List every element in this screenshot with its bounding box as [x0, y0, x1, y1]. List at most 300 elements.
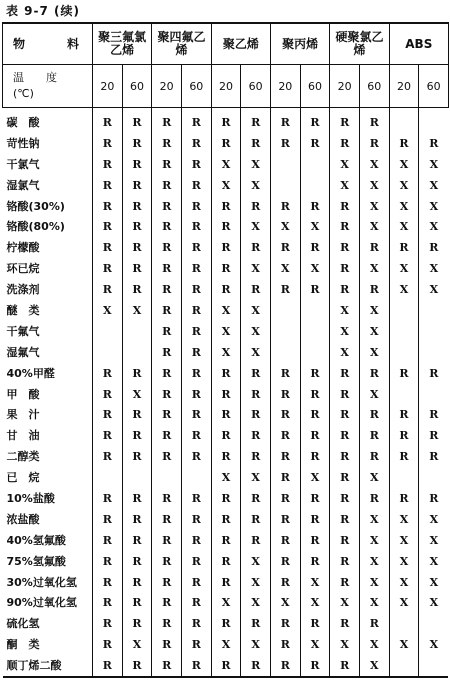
resistance-cell: R — [211, 530, 241, 551]
resistance-cell: R — [181, 551, 211, 572]
material-name: 湿氟气 — [6, 345, 40, 359]
resistance-cell — [270, 175, 300, 196]
resistance-cell — [122, 467, 152, 488]
resistance-cell: X — [270, 216, 300, 237]
table-caption: 表 9-7 (续) — [6, 4, 81, 18]
resistance-cell — [389, 655, 419, 677]
resistance-cell: R — [152, 634, 182, 655]
resistance-cell — [300, 321, 330, 342]
resistance-cell: X — [419, 175, 449, 196]
resistance-cell: R — [122, 279, 152, 300]
resistance-cell: X — [241, 154, 271, 175]
resistance-cell: X — [389, 530, 419, 551]
resistance-cell: X — [419, 509, 449, 530]
resistance-cell: R — [330, 279, 360, 300]
resistance-cell — [93, 467, 123, 488]
table-row — [3, 133, 449, 154]
resistance-cell: X — [300, 467, 330, 488]
resistance-cell: R — [389, 425, 419, 446]
resistance-cell: R — [419, 446, 449, 467]
resistance-cell: R — [211, 279, 241, 300]
resistance-cell: R — [93, 216, 123, 237]
resistance-cell: R — [152, 196, 182, 217]
resistance-cell: R — [241, 279, 271, 300]
resistance-cell: R — [152, 592, 182, 613]
resistance-cell: R — [270, 446, 300, 467]
resistance-cell: R — [300, 488, 330, 509]
resistance-cell: R — [152, 133, 182, 154]
resistance-cell: R — [300, 446, 330, 467]
material-name: 顺丁烯二酸 — [6, 659, 62, 673]
resistance-cell: R — [211, 509, 241, 530]
resistance-cell: R — [270, 384, 300, 405]
resistance-cell: R — [270, 530, 300, 551]
resistance-cell: R — [241, 133, 271, 154]
resistance-cell: X — [211, 154, 241, 175]
resistance-cell: R — [181, 655, 211, 677]
resistance-cell — [389, 384, 419, 405]
resistance-cell: R — [270, 613, 300, 634]
resistance-cell: R — [181, 258, 211, 279]
resistance-cell: R — [152, 279, 182, 300]
table-row — [3, 551, 449, 572]
resistance-cell: X — [300, 216, 330, 237]
resistance-cell: R — [181, 279, 211, 300]
resistance-cell: R — [359, 488, 389, 509]
material-name: 40%氢氟酸 — [6, 533, 66, 547]
material-name: 二醇类 — [6, 450, 40, 464]
table-row — [3, 572, 449, 593]
resistance-cell: R — [181, 216, 211, 237]
resistance-cell — [300, 154, 330, 175]
material-name: 碳 酸 — [6, 115, 40, 129]
resistance-cell: R — [211, 363, 241, 384]
resistance-cell: R — [93, 404, 123, 425]
resistance-cell: R — [181, 175, 211, 196]
resistance-cell: R — [181, 592, 211, 613]
resistance-cell: R — [419, 488, 449, 509]
resistance-cell: R — [152, 509, 182, 530]
resistance-cell: X — [241, 467, 271, 488]
resistance-cell: X — [300, 572, 330, 593]
material-name: 干氟气 — [6, 324, 40, 338]
resistance-cell: R — [93, 592, 123, 613]
resistance-cell: R — [270, 237, 300, 258]
resistance-cell: R — [181, 133, 211, 154]
resistance-cell: X — [359, 467, 389, 488]
resistance-cell: X — [241, 342, 271, 363]
resistance-cell: X — [419, 258, 449, 279]
resistance-cell: X — [122, 384, 152, 405]
resistance-cell: X — [389, 196, 419, 217]
resistance-cell: R — [270, 133, 300, 154]
resistance-cell: X — [211, 300, 241, 321]
resistance-cell: X — [359, 342, 389, 363]
temperature-cell: 20 — [211, 65, 241, 108]
resistance-cell: R — [241, 196, 271, 217]
group-header-pe: 聚乙烯 — [211, 23, 270, 65]
resistance-cell: R — [93, 446, 123, 467]
resistance-cell: X — [419, 592, 449, 613]
resistance-cell — [419, 467, 449, 488]
table-row — [3, 655, 449, 677]
resistance-cell: R — [300, 530, 330, 551]
table-row — [3, 613, 449, 634]
resistance-cell: R — [330, 133, 360, 154]
material-name: 湿氯气 — [6, 178, 40, 192]
resistance-cell: R — [330, 384, 360, 405]
resistance-cell: R — [211, 446, 241, 467]
resistance-cell: X — [389, 634, 419, 655]
resistance-cell: R — [300, 133, 330, 154]
resistance-cell: R — [359, 425, 389, 446]
resistance-cell: R — [93, 384, 123, 405]
resistance-cell: R — [211, 655, 241, 677]
resistance-cell — [389, 613, 419, 634]
resistance-cell: X — [330, 321, 360, 342]
resistance-cell: R — [181, 488, 211, 509]
resistance-cell: R — [93, 509, 123, 530]
resistance-cell: R — [389, 133, 419, 154]
resistance-cell: R — [419, 404, 449, 425]
temperature-cell: 20 — [389, 65, 419, 108]
resistance-cell: R — [300, 384, 330, 405]
temperature-cell: 60 — [300, 65, 330, 108]
resistance-cell: X — [241, 634, 271, 655]
resistance-cell: X — [241, 572, 271, 593]
resistance-cell: R — [93, 634, 123, 655]
resistance-cell: R — [181, 446, 211, 467]
resistance-cell: R — [241, 384, 271, 405]
resistance-cell: X — [389, 175, 419, 196]
resistance-cell: R — [152, 237, 182, 258]
resistance-cell: R — [330, 446, 360, 467]
table-row — [3, 634, 449, 655]
resistance-cell: R — [270, 634, 300, 655]
resistance-cell: X — [330, 300, 360, 321]
resistance-cell: X — [419, 634, 449, 655]
resistance-cell: R — [93, 154, 123, 175]
resistance-cell: R — [181, 425, 211, 446]
resistance-cell: R — [330, 655, 360, 677]
resistance-cell: R — [93, 108, 123, 133]
resistance-cell — [300, 300, 330, 321]
table-row — [3, 175, 449, 196]
resistance-cell: R — [330, 551, 360, 572]
temperature-cell: 20 — [330, 65, 360, 108]
resistance-cell: R — [241, 446, 271, 467]
resistance-cell: X — [359, 509, 389, 530]
resistance-cell: R — [181, 154, 211, 175]
material-name: 干氯气 — [6, 157, 40, 171]
resistance-cell: R — [93, 551, 123, 572]
resistance-cell: R — [330, 404, 360, 425]
temperature-header: 温 度 (℃) — [3, 65, 93, 108]
resistance-cell: R — [211, 404, 241, 425]
resistance-cell: R — [389, 446, 419, 467]
resistance-cell: X — [122, 634, 152, 655]
table-row — [3, 404, 449, 425]
material-name: 30%过氧化氢 — [6, 575, 77, 589]
resistance-cell — [419, 321, 449, 342]
resistance-cell: R — [211, 572, 241, 593]
material-name: 酮 类 — [6, 638, 40, 652]
resistance-cell: R — [270, 572, 300, 593]
resistance-cell: R — [330, 196, 360, 217]
material-name: 醚 类 — [6, 303, 40, 317]
table-row — [3, 342, 449, 363]
resistance-cell: R — [300, 237, 330, 258]
resistance-cell: R — [241, 108, 271, 133]
material-name: 柠檬酸 — [6, 241, 40, 255]
resistance-cell: R — [152, 342, 182, 363]
resistance-cell: R — [152, 530, 182, 551]
resistance-cell: X — [211, 342, 241, 363]
resistance-cell: R — [122, 237, 152, 258]
resistance-cell: R — [152, 175, 182, 196]
resistance-cell: X — [359, 175, 389, 196]
resistance-cell: R — [359, 446, 389, 467]
resistance-cell: X — [389, 279, 419, 300]
resistance-cell: R — [270, 196, 300, 217]
table-row — [3, 509, 449, 530]
resistance-cell: X — [389, 216, 419, 237]
resistance-cell: R — [211, 384, 241, 405]
group-header-ptfe: 聚四氟乙 烯 — [152, 23, 211, 65]
resistance-cell: R — [122, 216, 152, 237]
resistance-cell — [93, 321, 123, 342]
table-row — [3, 363, 449, 384]
resistance-cell: R — [300, 613, 330, 634]
resistance-cell: R — [241, 404, 271, 425]
group-header-upvc: 硬聚氯乙 烯 — [330, 23, 389, 65]
table-row — [3, 258, 449, 279]
resistance-cell: R — [241, 363, 271, 384]
resistance-cell: R — [122, 175, 152, 196]
temperature-cell: 20 — [270, 65, 300, 108]
resistance-cell — [389, 321, 419, 342]
chemical-resistance-table — [2, 22, 449, 678]
material-name: 硫化氢 — [6, 617, 40, 631]
resistance-cell: R — [389, 237, 419, 258]
resistance-cell: R — [181, 342, 211, 363]
resistance-cell: X — [359, 321, 389, 342]
resistance-cell: R — [359, 237, 389, 258]
resistance-cell: R — [181, 634, 211, 655]
resistance-cell: R — [152, 108, 182, 133]
resistance-cell: R — [330, 488, 360, 509]
resistance-cell: R — [241, 655, 271, 677]
resistance-cell: X — [419, 279, 449, 300]
resistance-cell: R — [330, 613, 360, 634]
resistance-cell: X — [359, 634, 389, 655]
resistance-cell: R — [241, 425, 271, 446]
resistance-cell: R — [389, 363, 419, 384]
temperature-cell: 20 — [93, 65, 123, 108]
resistance-cell: X — [270, 258, 300, 279]
resistance-cell: R — [330, 425, 360, 446]
resistance-cell — [419, 108, 449, 133]
resistance-cell: R — [330, 509, 360, 530]
material-name: 10%盐酸 — [6, 491, 55, 505]
resistance-cell: R — [241, 488, 271, 509]
resistance-cell: R — [152, 300, 182, 321]
resistance-cell: X — [419, 154, 449, 175]
resistance-cell: R — [93, 258, 123, 279]
resistance-cell: X — [359, 530, 389, 551]
material-name: 铬酸(80%) — [6, 220, 65, 234]
resistance-cell: X — [122, 300, 152, 321]
table-row — [3, 467, 449, 488]
temperature-cell: 60 — [181, 65, 211, 108]
resistance-cell: R — [270, 108, 300, 133]
resistance-cell: R — [93, 425, 123, 446]
resistance-cell: X — [389, 592, 419, 613]
table-row — [3, 530, 449, 551]
table-row — [3, 321, 449, 342]
resistance-cell: R — [241, 237, 271, 258]
material-header: 物 料 — [3, 23, 93, 65]
resistance-cell: R — [122, 551, 152, 572]
resistance-cell: R — [270, 279, 300, 300]
resistance-cell: R — [211, 258, 241, 279]
resistance-cell: R — [122, 446, 152, 467]
table-row — [3, 154, 449, 175]
material-name: 环已烷 — [6, 262, 40, 276]
resistance-cell: R — [359, 108, 389, 133]
resistance-cell: R — [300, 551, 330, 572]
resistance-cell: R — [330, 572, 360, 593]
resistance-cell: X — [330, 592, 360, 613]
resistance-cell: R — [211, 237, 241, 258]
resistance-cell: X — [359, 551, 389, 572]
resistance-cell: R — [93, 530, 123, 551]
resistance-cell: R — [181, 237, 211, 258]
resistance-cell: R — [152, 258, 182, 279]
resistance-cell: X — [241, 175, 271, 196]
resistance-cell: X — [270, 592, 300, 613]
resistance-cell — [270, 300, 300, 321]
resistance-cell: R — [359, 613, 389, 634]
resistance-cell: X — [330, 154, 360, 175]
resistance-cell: X — [359, 572, 389, 593]
resistance-cell: R — [419, 363, 449, 384]
resistance-cell: R — [152, 488, 182, 509]
resistance-cell: X — [211, 321, 241, 342]
resistance-cell: R — [270, 467, 300, 488]
resistance-cell: X — [241, 258, 271, 279]
resistance-cell: R — [270, 404, 300, 425]
resistance-cell: X — [211, 175, 241, 196]
resistance-cell: R — [93, 488, 123, 509]
resistance-cell: X — [241, 592, 271, 613]
resistance-cell: X — [419, 216, 449, 237]
resistance-cell: X — [241, 300, 271, 321]
resistance-cell: R — [122, 425, 152, 446]
resistance-cell: X — [241, 321, 271, 342]
resistance-cell: R — [270, 655, 300, 677]
temperature-cell: 60 — [122, 65, 152, 108]
resistance-cell: R — [270, 425, 300, 446]
resistance-cell: R — [300, 509, 330, 530]
resistance-cell: R — [330, 530, 360, 551]
resistance-cell: R — [270, 509, 300, 530]
material-name: 铬酸(30%) — [6, 199, 65, 213]
resistance-cell: X — [419, 572, 449, 593]
resistance-cell: R — [270, 363, 300, 384]
resistance-cell: R — [241, 509, 271, 530]
resistance-cell: R — [152, 154, 182, 175]
resistance-cell: R — [122, 655, 152, 677]
resistance-cell: R — [122, 196, 152, 217]
temperature-cell: 60 — [419, 65, 449, 108]
material-name: 已 烷 — [6, 471, 40, 485]
temperature-cell: 20 — [152, 65, 182, 108]
resistance-cell — [419, 300, 449, 321]
resistance-cell: R — [300, 279, 330, 300]
resistance-cell: R — [359, 363, 389, 384]
resistance-cell: R — [300, 196, 330, 217]
resistance-cell: R — [181, 613, 211, 634]
resistance-cell: R — [152, 572, 182, 593]
table-row — [3, 196, 449, 217]
resistance-cell: R — [93, 237, 123, 258]
temperature-cell: 60 — [241, 65, 271, 108]
resistance-cell: R — [330, 108, 360, 133]
resistance-cell: X — [93, 300, 123, 321]
resistance-cell — [389, 108, 419, 133]
resistance-cell: R — [300, 108, 330, 133]
resistance-cell: R — [122, 258, 152, 279]
resistance-cell — [93, 342, 123, 363]
resistance-cell: R — [181, 363, 211, 384]
resistance-cell: R — [359, 279, 389, 300]
resistance-cell: R — [93, 175, 123, 196]
resistance-cell: R — [330, 258, 360, 279]
resistance-cell: R — [93, 363, 123, 384]
material-name: 洗涤剂 — [6, 283, 40, 297]
group-header-pp: 聚丙烯 — [270, 23, 329, 65]
material-name: 果 汁 — [6, 408, 40, 422]
resistance-cell: R — [300, 363, 330, 384]
resistance-cell — [389, 342, 419, 363]
resistance-cell: X — [359, 196, 389, 217]
resistance-cell: X — [359, 216, 389, 237]
resistance-cell: X — [300, 258, 330, 279]
resistance-cell: R — [330, 216, 360, 237]
resistance-cell: R — [330, 467, 360, 488]
material-name: 苛性钠 — [6, 136, 40, 150]
resistance-cell: R — [241, 613, 271, 634]
resistance-cell: R — [122, 363, 152, 384]
resistance-cell: R — [122, 488, 152, 509]
material-name: 浓盐酸 — [6, 512, 40, 526]
resistance-cell: R — [93, 655, 123, 677]
resistance-cell: X — [300, 634, 330, 655]
resistance-cell: R — [152, 655, 182, 677]
resistance-cell — [419, 613, 449, 634]
resistance-cell: R — [330, 237, 360, 258]
resistance-cell: X — [389, 154, 419, 175]
resistance-cell: R — [122, 592, 152, 613]
resistance-cell: R — [181, 404, 211, 425]
resistance-cell: R — [122, 108, 152, 133]
resistance-cell: R — [122, 613, 152, 634]
resistance-cell: R — [300, 404, 330, 425]
resistance-cell: R — [419, 425, 449, 446]
resistance-cell: R — [152, 216, 182, 237]
resistance-cell: R — [152, 404, 182, 425]
